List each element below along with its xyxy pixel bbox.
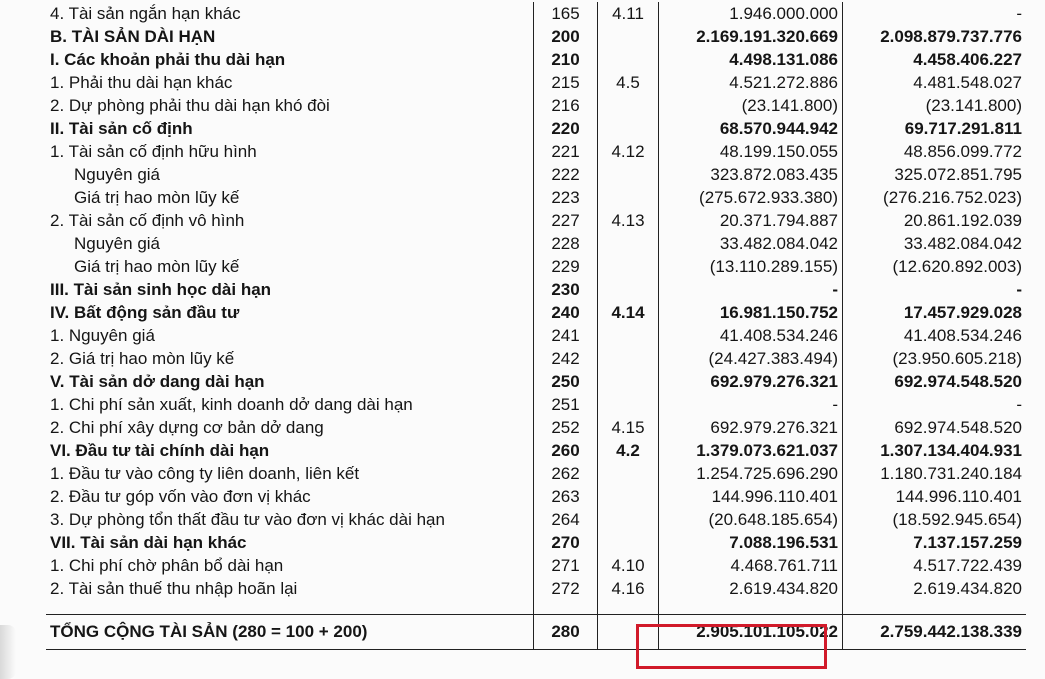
table-row — [46, 163, 1026, 186]
row-code: 228 — [534, 232, 598, 255]
row-current-value: (20.648.185.654) — [659, 508, 843, 531]
row-current-value: (275.672.933.380) — [659, 186, 843, 209]
row-code: 223 — [534, 186, 598, 209]
row-previous-value: 33.482.084.042 — [843, 232, 1027, 255]
row-name: 2. Dự phòng phải thu dài hạn khó đòi — [46, 94, 534, 117]
row-name: Giá trị hao mòn lũy kế — [46, 186, 534, 209]
row-name: 1. Tài sản cố định hữu hình — [46, 140, 534, 163]
row-name: I. Các khoản phải thu dài hạn — [46, 48, 534, 71]
row-code: 240 — [534, 301, 598, 324]
row-current-value: 692.979.276.321 — [659, 370, 843, 393]
row-note: 4.12 — [598, 140, 659, 163]
row-note — [598, 347, 659, 370]
row-previous-value: - — [843, 2, 1027, 25]
row-note — [598, 163, 659, 186]
row-current-value: 4.521.272.886 — [659, 71, 843, 94]
row-current-value: (13.110.289.155) — [659, 255, 843, 278]
row-note — [598, 278, 659, 301]
table-row — [46, 71, 1026, 94]
row-note — [598, 531, 659, 554]
row-note: 4.14 — [598, 301, 659, 324]
row-code: 221 — [534, 140, 598, 163]
row-code: 263 — [534, 485, 598, 508]
table-row — [46, 232, 1026, 255]
row-code: 220 — [534, 117, 598, 140]
row-previous-value: (276.216.752.023) — [843, 186, 1027, 209]
table-row — [46, 278, 1026, 301]
row-note: 4.11 — [598, 2, 659, 25]
row-code: 251 — [534, 393, 598, 416]
row-name: VII. Tài sản dài hạn khác — [46, 531, 534, 554]
row-current-value: 2.905.101.105.022 — [659, 615, 843, 650]
row-previous-value: 7.137.157.259 — [843, 531, 1027, 554]
row-previous-value: 2.098.879.737.776 — [843, 25, 1027, 48]
row-note — [598, 393, 659, 416]
table-row — [46, 25, 1026, 48]
row-previous-value: 20.861.192.039 — [843, 209, 1027, 232]
row-note: 4.16 — [598, 577, 659, 600]
row-name: VI. Đầu tư tài chính dài hạn — [46, 439, 534, 462]
row-code: 210 — [534, 48, 598, 71]
table-row — [46, 324, 1026, 347]
table-row — [46, 94, 1026, 117]
row-previous-value: - — [843, 393, 1027, 416]
table-row — [46, 140, 1026, 163]
row-previous-value: 144.996.110.401 — [843, 485, 1027, 508]
row-note: 4.15 — [598, 416, 659, 439]
row-name: 3. Dự phòng tổn thất đầu tư vào đơn vị khác dài hạn — [46, 508, 534, 531]
row-note — [598, 485, 659, 508]
row-note: 4.13 — [598, 209, 659, 232]
row-code: 271 — [534, 554, 598, 577]
row-note — [598, 117, 659, 140]
row-name: IV. Bất động sản đầu tư — [46, 301, 534, 324]
row-current-value: 144.996.110.401 — [659, 485, 843, 508]
row-code: 252 — [534, 416, 598, 439]
row-previous-value: 48.856.099.772 — [843, 140, 1027, 163]
table-row — [46, 209, 1026, 232]
row-previous-value: 1.180.731.240.184 — [843, 462, 1027, 485]
row-name: 2. Giá trị hao mòn lũy kế — [46, 347, 534, 370]
row-previous-value: 17.457.929.028 — [843, 301, 1027, 324]
table-row — [46, 347, 1026, 370]
table-row — [46, 186, 1026, 209]
row-name: Nguyên giá — [46, 232, 534, 255]
row-name: TỔNG CỘNG TÀI SẢN (280 = 100 + 200) — [46, 615, 534, 650]
total-assets-row — [46, 615, 1026, 650]
table-row — [46, 393, 1026, 416]
row-name: V. Tài sản dở dang dài hạn — [46, 370, 534, 393]
row-current-value: 323.872.083.435 — [659, 163, 843, 186]
row-previous-value: (12.620.892.003) — [843, 255, 1027, 278]
balance-sheet-table — [46, 2, 1026, 650]
row-previous-value: 4.517.722.439 — [843, 554, 1027, 577]
table-row — [46, 554, 1026, 577]
row-previous-value: 4.481.548.027 — [843, 71, 1027, 94]
table-row — [46, 462, 1026, 485]
row-name: II. Tài sản cố định — [46, 117, 534, 140]
row-current-value: 68.570.944.942 — [659, 117, 843, 140]
row-name: 1. Phải thu dài hạn khác — [46, 71, 534, 94]
table-row — [46, 117, 1026, 140]
row-previous-value: 2.619.434.820 — [843, 577, 1027, 600]
row-previous-value: 2.759.442.138.339 — [843, 615, 1027, 650]
row-code: 216 — [534, 94, 598, 117]
row-current-value: 1.379.073.621.037 — [659, 439, 843, 462]
row-note — [598, 232, 659, 255]
row-current-value: 1.254.725.696.290 — [659, 462, 843, 485]
row-current-value: 20.371.794.887 — [659, 209, 843, 232]
table-row — [46, 416, 1026, 439]
row-name: B. TÀI SẢN DÀI HẠN — [46, 25, 534, 48]
row-previous-value: 692.974.548.520 — [843, 370, 1027, 393]
table-row — [46, 370, 1026, 393]
row-name: 2. Tài sản cố định vô hình — [46, 209, 534, 232]
table-row — [46, 301, 1026, 324]
row-note: 4.2 — [598, 439, 659, 462]
row-code: 270 — [534, 531, 598, 554]
row-name: 4. Tài sản ngắn hạn khác — [46, 2, 534, 25]
table-row — [46, 439, 1026, 462]
row-current-value: 7.088.196.531 — [659, 531, 843, 554]
row-previous-value: 325.072.851.795 — [843, 163, 1027, 186]
row-code: 280 — [534, 615, 598, 650]
row-code: 227 — [534, 209, 598, 232]
table-row — [46, 577, 1026, 600]
row-previous-value: (18.592.945.654) — [843, 508, 1027, 531]
table-row — [46, 2, 1026, 25]
spacer-row — [46, 600, 1026, 615]
row-current-value: 4.468.761.711 — [659, 554, 843, 577]
row-note — [598, 48, 659, 71]
row-note — [598, 25, 659, 48]
table-row — [46, 531, 1026, 554]
row-note — [598, 462, 659, 485]
row-previous-value: - — [843, 278, 1027, 301]
row-current-value: (23.141.800) — [659, 94, 843, 117]
row-previous-value: 4.458.406.227 — [843, 48, 1027, 71]
row-name: 2. Đầu tư góp vốn vào đơn vị khác — [46, 485, 534, 508]
page-edge-shadow — [0, 625, 16, 679]
row-name: 1. Nguyên giá — [46, 324, 534, 347]
table-row — [46, 48, 1026, 71]
row-code: 264 — [534, 508, 598, 531]
row-current-value: (24.427.383.494) — [659, 347, 843, 370]
row-name: 1. Chi phí chờ phân bổ dài hạn — [46, 554, 534, 577]
row-note — [598, 370, 659, 393]
row-code: 260 — [534, 439, 598, 462]
row-current-value: 2.169.191.320.669 — [659, 25, 843, 48]
row-note — [598, 508, 659, 531]
row-current-value: 1.946.000.000 — [659, 2, 843, 25]
row-code: 230 — [534, 278, 598, 301]
row-name: III. Tài sản sinh học dài hạn — [46, 278, 534, 301]
row-code: 222 — [534, 163, 598, 186]
table-row — [46, 255, 1026, 278]
row-code: 200 — [534, 25, 598, 48]
highlight-box — [636, 624, 827, 669]
table-row — [46, 508, 1026, 531]
row-previous-value: 692.974.548.520 — [843, 416, 1027, 439]
row-previous-value: 1.307.134.404.931 — [843, 439, 1027, 462]
row-current-value: 41.408.534.246 — [659, 324, 843, 347]
row-code: 250 — [534, 370, 598, 393]
row-current-value: - — [659, 393, 843, 416]
row-current-value: 16.981.150.752 — [659, 301, 843, 324]
row-name: 1. Chi phí sản xuất, kinh doanh dở dang dài hạn — [46, 393, 534, 416]
row-name: Nguyên giá — [46, 163, 534, 186]
row-code: 241 — [534, 324, 598, 347]
row-note: 4.5 — [598, 71, 659, 94]
row-note — [598, 94, 659, 117]
row-note: 4.10 — [598, 554, 659, 577]
row-current-value: - — [659, 278, 843, 301]
row-code: 229 — [534, 255, 598, 278]
row-current-value: 33.482.084.042 — [659, 232, 843, 255]
row-previous-value: (23.141.800) — [843, 94, 1027, 117]
row-note — [598, 324, 659, 347]
row-name: 2. Chi phí xây dựng cơ bản dở dang — [46, 416, 534, 439]
row-name: Giá trị hao mòn lũy kế — [46, 255, 534, 278]
table-row — [46, 485, 1026, 508]
row-current-value: 4.498.131.086 — [659, 48, 843, 71]
row-current-value: 48.199.150.055 — [659, 140, 843, 163]
row-previous-value: 41.408.534.246 — [843, 324, 1027, 347]
row-current-value: 2.619.434.820 — [659, 577, 843, 600]
row-code: 262 — [534, 462, 598, 485]
row-code: 242 — [534, 347, 598, 370]
row-current-value: 692.979.276.321 — [659, 416, 843, 439]
row-previous-value: 69.717.291.811 — [843, 117, 1027, 140]
row-note — [598, 186, 659, 209]
row-note — [598, 255, 659, 278]
row-name: 2. Tài sản thuế thu nhập hoãn lại — [46, 577, 534, 600]
row-code: 272 — [534, 577, 598, 600]
row-name: 1. Đầu tư vào công ty liên doanh, liên kết — [46, 462, 534, 485]
row-previous-value: (23.950.605.218) — [843, 347, 1027, 370]
row-code: 215 — [534, 71, 598, 94]
row-code: 165 — [534, 2, 598, 25]
